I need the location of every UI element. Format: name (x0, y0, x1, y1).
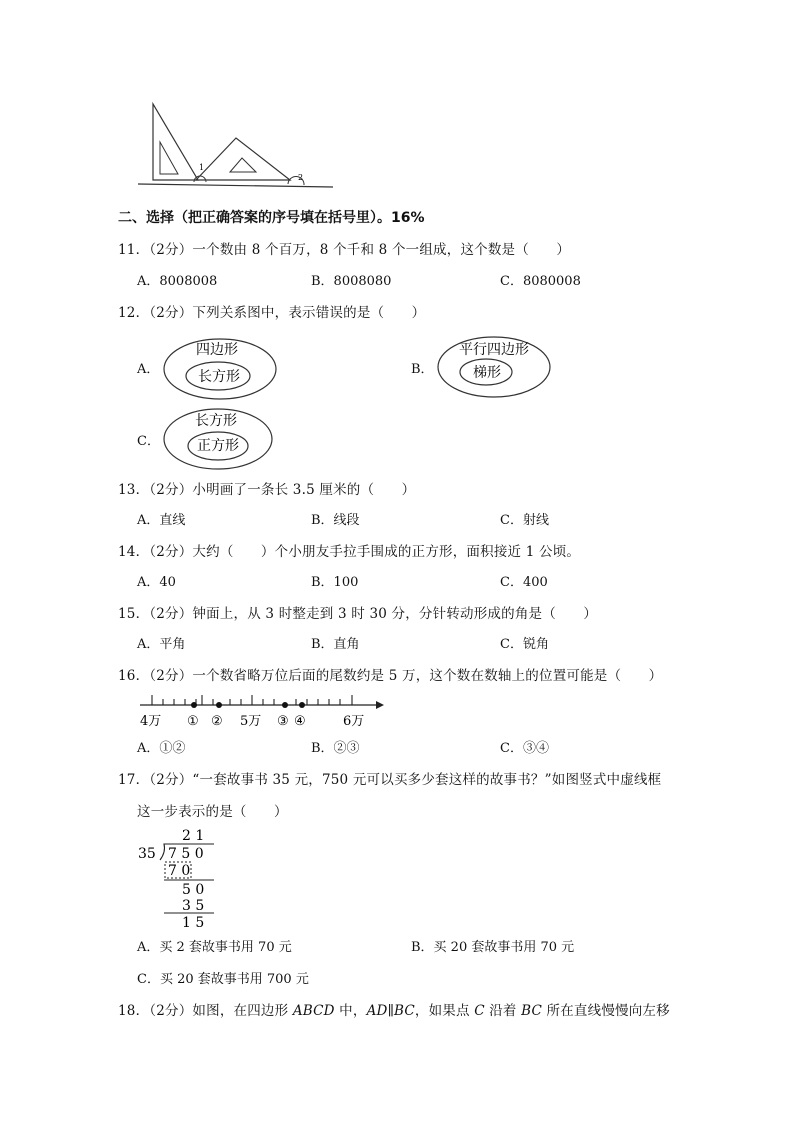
long-division-figure (136, 824, 226, 928)
q12-option-a[interactable]: A． (137, 362, 160, 377)
q14-option-b[interactable]: B．100 (311, 575, 359, 590)
q18-stem-start: 18．（2分）如图，在四边形 (118, 1003, 293, 1019)
q13-option-b[interactable]: B．线段 (311, 513, 360, 528)
q12-option-c[interactable]: C． (137, 434, 160, 449)
q12-c-outer-label: 长方形 (195, 413, 237, 429)
q15-stem: 15．（2分）钟面上，从 3 时整走到 3 时 30 分，分针转动形成的角是（ ） (118, 606, 598, 622)
label-5wan: 5万 (240, 714, 262, 729)
q18-abcd: ABCD (292, 1003, 335, 1019)
q17-stem-line2: 这一步表示的是（ ） (137, 804, 288, 820)
division-quotient: 2 1 (182, 828, 205, 844)
q12-c-inner-label: 正方形 (197, 438, 239, 454)
point-3-dot (282, 702, 288, 708)
q14-stem: 14．（2分）大约（ ）个小朋友手拉手围成的正方形，面积接近 1 公顷。 (118, 544, 581, 560)
division-step1: 7 0 (168, 863, 191, 879)
q18-middle1: 中， (334, 1003, 367, 1019)
q18-stem-end: 所在直线慢慢向左移 (542, 1003, 670, 1019)
section-title: 二、选择（把正确答案的序号填在括号里）。16% (118, 210, 425, 226)
division-divisor: 35 (138, 846, 156, 862)
point-1-dot (191, 702, 197, 708)
q14-option-c[interactable]: C．400 (500, 575, 548, 590)
q12-b-inner-label: 梯形 (473, 365, 501, 381)
q11-option-c[interactable]: C．8080008 (500, 274, 581, 289)
q18-stem (118, 999, 670, 1019)
q11-option-b[interactable]: B．8008080 (311, 274, 392, 289)
label-circle-3: ③ (277, 714, 289, 729)
label-circle-1: ① (187, 714, 199, 729)
q16-stem: 16．（2分）一个数省略万位后面的尾数约是 5 万，这个数在数轴上的位置可能是（ ） (118, 668, 663, 684)
q18-bc: BC (521, 1003, 543, 1019)
q18-parallel: AD∥BC (366, 1003, 415, 1019)
division-dividend: 7 5 0 (168, 846, 204, 862)
point-2-dot (216, 702, 222, 708)
q17-option-b[interactable]: B．买 20 套故事书用 70 元 (411, 940, 575, 955)
q17-option-c[interactable]: C．买 20 套故事书用 700 元 (137, 972, 309, 987)
q11-option-a[interactable]: A．8008008 (137, 274, 218, 289)
q16-option-c[interactable]: C．③④ (500, 741, 549, 756)
point-4-dot (299, 702, 305, 708)
q15-option-b[interactable]: B．直角 (311, 637, 360, 652)
angle-1-label: 1 (199, 163, 205, 172)
q12-diagram-a (162, 336, 280, 402)
q15-option-c[interactable]: C．锐角 (500, 637, 549, 652)
q12-option-b[interactable]: B． (411, 362, 434, 377)
q13-stem: 13．（2分）小明画了一条长 3.5 厘米的（ ） (118, 482, 416, 498)
q11-stem: 11．（2分）一个数由 8 个百万，8 个千和 8 个一组成，这个数是（ ） (118, 242, 571, 258)
division-step2: 3 5 (182, 898, 205, 914)
q12-stem: 12．（2分）下列关系图中，表示错误的是（ ） (118, 305, 426, 321)
q16-number-line (136, 688, 386, 730)
q16-option-a[interactable]: A．①② (137, 741, 186, 756)
set-square-figure (138, 100, 333, 190)
q12-b-outer-label: 平行四边形 (459, 342, 529, 358)
q18-middle2: ，如果点 (414, 1003, 475, 1019)
label-4wan: 4万 (140, 714, 162, 729)
q12-diagram-b (436, 334, 554, 400)
q13-option-c[interactable]: C．射线 (500, 513, 549, 528)
q14-option-a[interactable]: A．40 (137, 575, 176, 590)
q17-stem-line1: 17．（2分）“一套故事书 35 元，750 元可以买多少套这样的故事书？”如图竖式中虚线框 (118, 772, 662, 788)
q16-option-b[interactable]: B．②③ (311, 741, 360, 756)
q13-option-a[interactable]: A．直线 (137, 513, 186, 528)
q12-diagram-c (162, 406, 280, 472)
q17-option-a[interactable]: A．买 2 套故事书用 70 元 (137, 940, 292, 955)
q18-middle3: 沿着 (484, 1003, 522, 1019)
q18-point-c: C (474, 1003, 485, 1019)
angle-2-label: 2 (298, 173, 304, 182)
division-remainder1: 5 0 (182, 882, 205, 898)
division-remainder2: 1 5 (182, 915, 205, 928)
q12-a-inner-label: 长方形 (198, 369, 240, 385)
label-6wan: 6万 (343, 714, 365, 729)
q12-a-outer-label: 四边形 (196, 342, 238, 358)
label-circle-2: ② (211, 714, 223, 729)
label-circle-4: ④ (294, 714, 306, 729)
q15-option-a[interactable]: A．平角 (137, 637, 186, 652)
